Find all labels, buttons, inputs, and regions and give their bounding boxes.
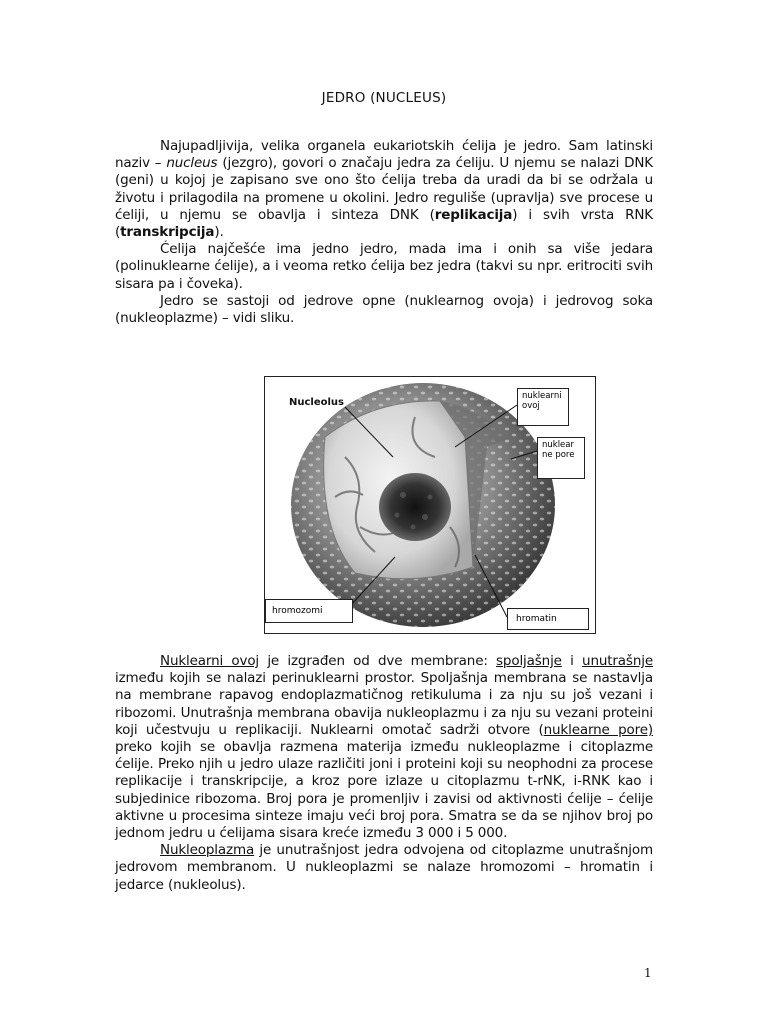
paragraph-1 [115, 138, 653, 241]
page-number: 1 [644, 966, 652, 980]
p4-inner-membrane: unutrašnje [582, 653, 653, 669]
p1-nucleus-term: nucleus [166, 155, 218, 172]
p1-text-a: Najupadljivija, velika organela eukariotskih ćelija je jedro. Sam latinski naziv – [115, 138, 653, 172]
paragraph-2: Ćelija najčešće ima jedno jedro, mada ima i onih sa više jedara (polinuklearne ćelije), a i veoma retko ćelija bez jedra (takvi su npr. eritrociti svih sisara pa i čoveka). [115, 241, 653, 292]
label-nuklearne-pore: nuklear ne pore [537, 437, 585, 479]
label-hromatin: hromatin [507, 608, 589, 630]
label-nucleolus: Nucleolus [289, 397, 344, 408]
p4-text-c: između kojih se nalazi perinuklearni prostor. Spoljašnja membrana se nastavlja na membrane rapavog endoplazmatičnog retikuluma i za nju su još vezani i ribozomi. Unutrašnja membrana obavija nukleoplazmu i za nju su vezani proteini koji učestvuju u replikaciji. Nuklearni omotač sadrži otvore ( [115, 670, 653, 738]
paragraph-4 [115, 653, 653, 842]
nucleus-figure [264, 376, 596, 634]
paragraph-3: Jedro se sastoji od jedrove opne (nuklearnog ovoja) i jedrovog soka (nukleoplazme) – vidi sliku. [115, 292, 653, 327]
p1-text-c: ) i svih vrsta RNK ( [115, 206, 653, 241]
p4-text-d: preko kojih se obavlja razmena materija između nukleoplazme i citoplazme ćelije. Preko njih u jedro ulaze različiti joni i proteini koji su neophodni za procese replikacije i transkripcije, a kroz pore izlaze u citoplazmu t-rNK, i-RNK kao i subjedinice ribozoma. Broj pora je promenljiv i zavisi od aktivnosti ćelije – ćelije aktivne u procesima sinteze imaju veći broj pora. Smatra se da se njihov broj po jednom jedru u ćelijama sisara kreće između 3 000 i 5 000. [115, 739, 653, 842]
page-title: JEDRO (NUCLEUS) [321, 90, 447, 106]
body-text [115, 653, 653, 894]
p4-outer-membrane: spoljašnje [496, 653, 562, 669]
p4-text-b: i [561, 653, 583, 669]
p1-text-b: (jezgro), govori o značaju jedra za ćeliju. U njemu se nalazi DNK (geni) u kojoj je zapisano sve ono što ćelija treba da uradi da bi se održala u životu i prilagodila na promene u okolini. Jedro reguliše (upravlja) sve procese u ćeliji, u njemu se obavlja i sinteza DNK ( [115, 155, 653, 223]
p4-pores-term: nuklearne pore) [543, 721, 653, 738]
intro-text [115, 138, 653, 327]
p1-replikacija-term: replikacija [434, 206, 513, 223]
p1-text-d: ). [214, 224, 224, 241]
nucleolus-core [379, 473, 451, 541]
p5-text-a: je unutrašnjost jedra odvojena od citoplazme unutrašnjom jedrovom membranom. U nukleoplazmi se nalaze hromozomi – hromatin i jedarce (nukleolus). [115, 842, 653, 893]
paragraph-5 [115, 842, 653, 894]
p1-transkripcija-term: transkripcija [120, 224, 215, 241]
p4-text-a: je izgrađen od dve membrane: [259, 653, 497, 669]
label-hromozomi: hromozomi [265, 599, 353, 623]
p4-term: Nuklearni ovoj [160, 653, 260, 669]
label-nuklearni-ovoj: nuklearni ovoj [517, 388, 569, 426]
p5-term: Nukleoplazma [160, 842, 255, 859]
